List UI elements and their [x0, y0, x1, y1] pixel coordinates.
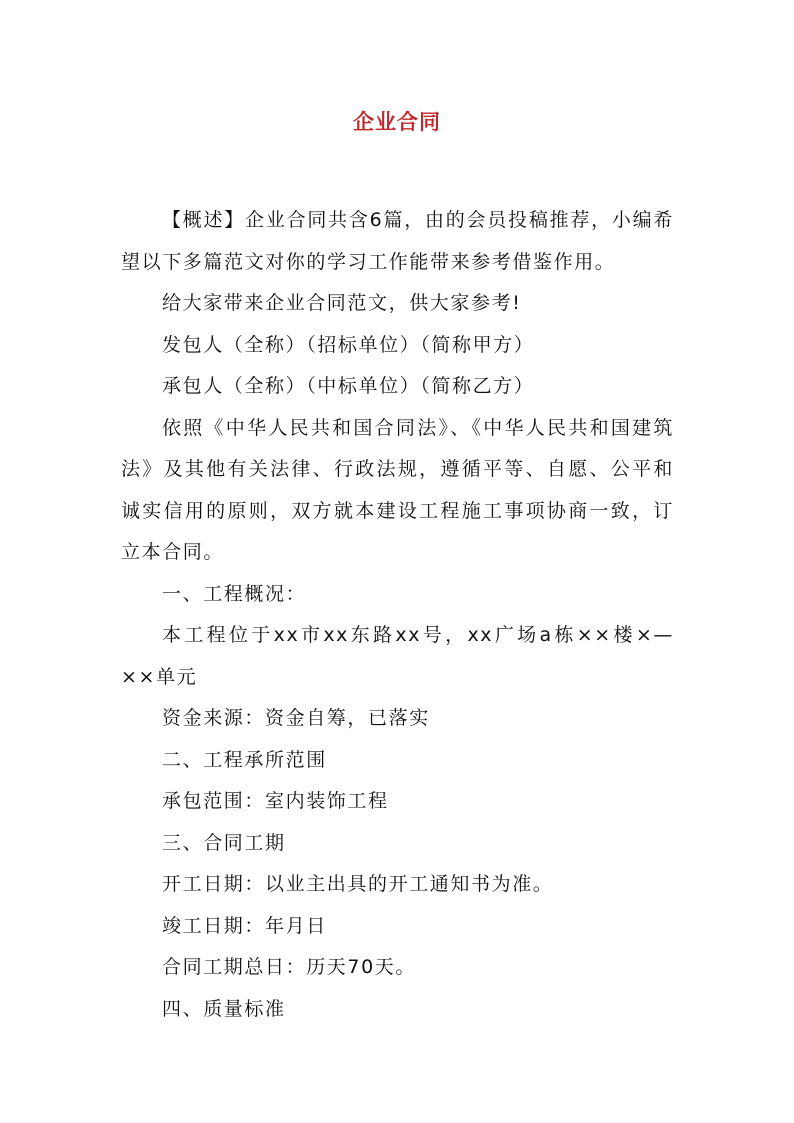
paragraph-party-a: 发包人（全称）（招标单位）（简称甲方） [162, 333, 535, 356]
paragraph-legal-basis: 依照《中华人民共和国合同法》、《中华人民共和国建筑法》及其他有关法律、行政法规，遵循平等、自愿、公平和诚实信用的原则，双方就本建设工程施工事项协商一致，订立本合同。 [121, 416, 674, 563]
paragraph-start-date: 开工日期：以业主出具的开工通知书为准。 [162, 873, 554, 895]
paragraph-intro: 给大家带来企业合同范文，供大家参考! [162, 292, 522, 314]
section-heading-schedule: 三、合同工期 [162, 831, 286, 854]
section-heading-scope: 二、工程承所范围 [162, 748, 327, 771]
paragraph-location: 本工程位于xx市xx东路xx号，xx广场a栋××楼×—××单元 [121, 624, 674, 688]
document-title: 企业合同 [353, 109, 441, 134]
paragraph-completion-date: 竣工日期：年月日 [162, 914, 327, 937]
paragraph-funding: 资金来源：资金自筹，已落实 [162, 707, 430, 729]
section-heading-quality: 四、质量标准 [162, 997, 286, 1020]
section-heading-overview: 一、工程概况： [162, 582, 307, 605]
paragraph-scope: 承包范围：室内装饰工程 [162, 790, 389, 812]
paragraph-total-duration: 合同工期总日：历天70天。 [162, 956, 416, 978]
document-body [121, 200, 674, 1030]
paragraph-summary: 【概述】企业合同共含6篇，由的会员投稿推荐，小编希望以下多篇范文对你的学习工作能带来参考借鉴作用。 [121, 209, 674, 273]
paragraph-party-b: 承包人（全称）（中标单位）（简称乙方） [162, 375, 535, 397]
